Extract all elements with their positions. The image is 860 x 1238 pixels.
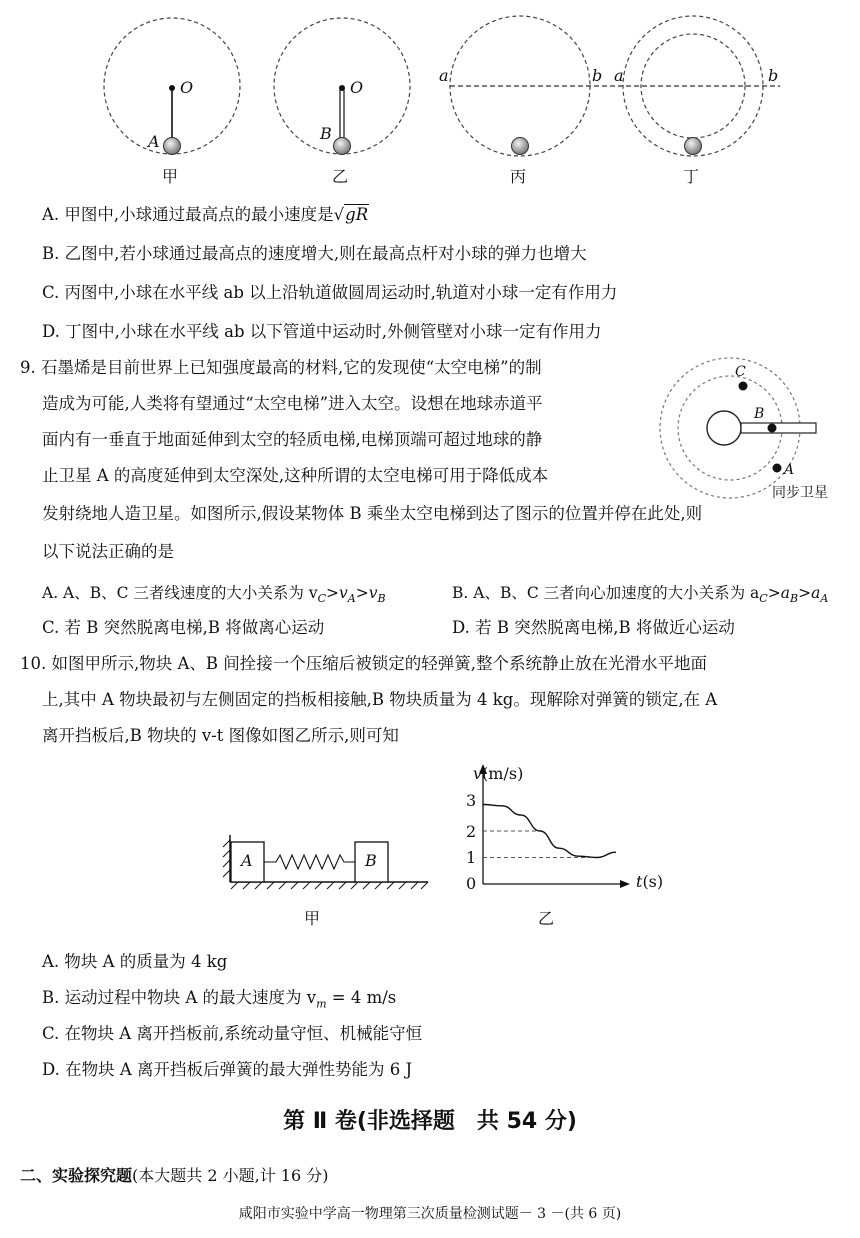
ytick-0: 0 xyxy=(466,874,477,893)
caption-ding: 丁 xyxy=(683,167,700,186)
fig9-label-a: A xyxy=(784,462,795,478)
page-footer: 咸阳市实验中学高一物理第三次质量检测试题－ 3 －(共 6 页) xyxy=(238,1206,622,1222)
q10-option-d: D. 在物块 A 离开挡板后弹簧的最大弹性势能为 6 J xyxy=(42,1060,413,1079)
label-a-ding: a xyxy=(614,66,624,85)
q10-stem-2: 上,其中 A 物块最初与左侧固定的挡板相接触,B 物块质量为 4 kg。现解除对弹簧的锁定,在 A xyxy=(42,690,718,709)
section-title: 第 Ⅱ 卷(非选择题 共 54 分) xyxy=(283,1109,577,1134)
label-b-bing: b xyxy=(592,66,603,85)
x-axis-arrow xyxy=(620,880,630,888)
circular-motion-figures xyxy=(0,0,860,190)
label-a-bing: a xyxy=(439,66,449,85)
q8-option-a: A. 甲图中,小球通过最高点的最小速度是√gR xyxy=(42,205,369,224)
ball-yi xyxy=(334,138,351,155)
caption-jia: 甲 xyxy=(162,167,179,186)
ytick-1: 1 xyxy=(466,848,477,867)
satellite-c xyxy=(739,382,748,391)
q9-stem-2: 造成为可能,人类将有望通过“太空电梯”进入太空。设想在地球赤道平 xyxy=(42,394,543,413)
block-a-label: A xyxy=(241,851,253,870)
q9-stem-5: 发射绕地人造卫星。如图所示,假设某物体 B 乘坐太空电梯到达了图示的位置并停在此处,则 xyxy=(42,504,703,523)
label-O-yi: O xyxy=(350,78,364,97)
chart-ylabel: v(m/s) xyxy=(473,764,524,783)
q8-option-c: C. 丙图中,小球在水平线 ab 以上沿轨道做圆周运动时,轨道对小球一定有作用力 xyxy=(42,283,618,302)
ytick-3: 3 xyxy=(466,791,477,810)
q9-option-a: A. A、B、C 三者线速度的大小关系为 $v_C>v_A>v_B$ xyxy=(42,584,386,606)
q8-option-b: B. 乙图中,若小球通过最高点的速度增大,则在最高点杆对小球的弹力也增大 xyxy=(42,244,587,263)
label-A-jia: A xyxy=(148,132,160,151)
ball-jia xyxy=(164,138,181,155)
ball-ding xyxy=(685,138,702,155)
object-b xyxy=(768,424,777,433)
q10-caption-jia: 甲 xyxy=(304,909,321,928)
fig9-caption: 同步卫星 xyxy=(772,485,828,501)
spring xyxy=(264,855,355,869)
fig9-label-c: C xyxy=(735,364,746,380)
caption-bing: 丙 xyxy=(510,167,527,186)
q10-option-c: C. 在物块 A 离开挡板前,系统动量守恒、机械能守恒 xyxy=(42,1024,423,1043)
q9-stem-3: 面内有一垂直于地面延伸到太空的轻质电梯,电梯顶端可超过地球的静 xyxy=(42,430,543,449)
q10-caption-yi: 乙 xyxy=(538,909,555,928)
q9-option-b: B. A、B、C 三者向心加速度的大小关系为 $a_C>a_B>a_A$ xyxy=(452,584,829,606)
label-b-ding: b xyxy=(768,66,779,85)
block-b-label: B xyxy=(365,851,377,870)
q10-option-a: A. 物块 A 的质量为 4 kg xyxy=(42,952,228,971)
ytick-2: 2 xyxy=(466,822,477,841)
q10-option-b: B. 运动过程中物块 A 的最大速度为 $v_m = 4$ m/s xyxy=(42,988,397,1011)
q8-option-d: D. 丁图中,小球在水平线 ab 以下管道中运动时,外侧管壁对小球一定有作用力 xyxy=(42,322,602,341)
q9-stem-4: 止卫星 A 的高度延伸到太空深处,这种所谓的太空电梯可用于降低成本 xyxy=(42,466,549,485)
chart-xlabel: t(s) xyxy=(636,872,664,891)
satellite-a xyxy=(773,464,782,473)
caption-yi: 乙 xyxy=(332,167,349,186)
velocity-curve xyxy=(483,805,616,858)
q10-stem-1: 10. 如图甲所示,物块 A、B 间拴接一个压缩后被锁定的轻弹簧,整个系统静止放在光滑水平地面 xyxy=(20,654,708,673)
q9-stem-6: 以下说法正确的是 xyxy=(42,542,174,561)
label-B-yi: B xyxy=(320,124,332,143)
q10-stem-3: 离开挡板后,B 物块的 v-t 图像如图乙所示,则可知 xyxy=(42,726,399,745)
section-2-heading: 二、实验探究题(本大题共 2 小题,计 16 分) xyxy=(20,1166,329,1185)
q9-stem-1: 9. 石墨烯是目前世界上已知强度最高的材料,它的发现使“太空电梯”的制 xyxy=(20,358,542,377)
fig9-label-b: B xyxy=(754,406,765,422)
q9-option-c: C. 若 B 突然脱离电梯,B 将做离心运动 xyxy=(42,618,325,637)
label-O-jia: O xyxy=(180,78,194,97)
ball-bing xyxy=(512,138,529,155)
q9-option-d: D. 若 B 突然脱离电梯,B 将做近心运动 xyxy=(452,618,735,637)
